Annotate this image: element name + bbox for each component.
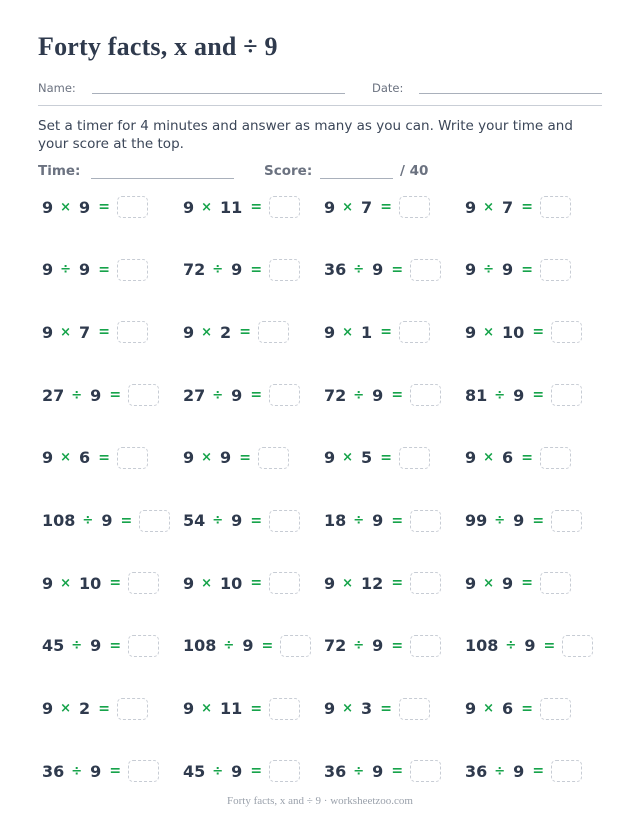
problem	[465, 633, 593, 659]
operand-b: 9	[502, 573, 514, 593]
multiply-sign: ×	[201, 324, 213, 340]
instructions-text: Set a timer for 4 minutes and answer as many as you can. Write your time and your score at the top.	[38, 118, 573, 152]
operand-a: 108	[42, 511, 76, 530]
problem	[42, 633, 159, 659]
operand-a: 99	[465, 511, 488, 530]
equals-sign: =	[120, 512, 133, 529]
operand-a: 27	[42, 385, 65, 405]
problem	[465, 758, 582, 784]
equals-sign: =	[521, 199, 533, 215]
operand-a: 9	[183, 322, 195, 342]
score-label: Score:	[264, 163, 313, 179]
operand-a: 9	[465, 448, 477, 468]
answer-box[interactable]	[410, 510, 441, 532]
divide-sign: ÷	[223, 638, 235, 654]
answer-box[interactable]	[269, 510, 300, 532]
answer-box[interactable]	[540, 698, 571, 720]
multiply-sign: ×	[201, 575, 213, 591]
equals-sign: =	[532, 763, 545, 780]
answer-box[interactable]	[258, 447, 289, 469]
operand-b: 1	[361, 322, 373, 342]
operand-b: 9	[79, 197, 91, 217]
operand-b: 9	[513, 385, 525, 405]
answer-box[interactable]	[128, 384, 159, 406]
operand-a: 9	[324, 322, 336, 342]
equals-sign: =	[521, 449, 533, 466]
answer-box[interactable]	[551, 321, 582, 343]
problem	[324, 633, 441, 659]
problem	[183, 633, 311, 659]
equals-sign: =	[250, 512, 263, 529]
operand-b: 11	[220, 699, 243, 719]
divide-sign: ÷	[212, 513, 224, 528]
divide-sign: ÷	[483, 262, 495, 278]
divide-sign: ÷	[494, 763, 506, 779]
answer-box[interactable]	[269, 259, 300, 281]
multiply-sign: ×	[483, 450, 495, 466]
operand-a: 36	[324, 260, 347, 280]
answer-box[interactable]	[269, 196, 300, 218]
divide-sign: ÷	[353, 513, 365, 528]
problem	[324, 696, 430, 722]
equals-sign: =	[250, 700, 263, 717]
multiply-sign: ×	[60, 575, 72, 591]
operand-b: 7	[361, 197, 373, 217]
operand-a: 9	[42, 573, 54, 593]
operand-a: 72	[183, 260, 206, 280]
divide-sign: ÷	[71, 638, 83, 654]
answer-box[interactable]	[410, 635, 441, 657]
equals-sign: =	[521, 575, 533, 592]
footer-text: Forty facts, x and ÷ 9 · worksheetzoo.com	[227, 795, 413, 807]
operand-a: 9	[324, 573, 336, 593]
multiply-sign: ×	[342, 450, 354, 466]
operand-b: 12	[361, 573, 384, 593]
equals-sign: =	[391, 261, 404, 278]
operand-b: 9	[513, 511, 525, 530]
operand-a: 81	[465, 385, 488, 405]
operand-b: 7	[79, 322, 91, 342]
answer-box[interactable]	[551, 760, 582, 782]
multiply-sign: ×	[60, 199, 72, 215]
operand-a: 9	[324, 699, 336, 719]
problem	[183, 445, 289, 471]
equals-sign: =	[521, 700, 533, 717]
answer-box[interactable]	[128, 635, 159, 657]
operand-a: 9	[183, 448, 195, 468]
operand-a: 36	[465, 761, 488, 781]
problem	[183, 382, 300, 408]
operand-b: 9	[372, 761, 384, 781]
divide-sign: ÷	[212, 262, 224, 278]
problem	[42, 319, 148, 345]
multiply-sign: ×	[60, 324, 72, 340]
problem	[324, 257, 441, 283]
problem	[183, 758, 300, 784]
operand-a: 108	[183, 636, 217, 656]
date-label: Date:	[372, 81, 404, 95]
multiply-sign: ×	[342, 199, 354, 215]
operand-a: 9	[465, 573, 477, 593]
answer-box[interactable]	[128, 760, 159, 782]
operand-a: 9	[465, 260, 477, 280]
operand-b: 6	[79, 448, 91, 468]
equals-sign: =	[543, 637, 556, 654]
equals-sign: =	[109, 763, 122, 780]
problem	[183, 257, 300, 283]
operand-b: 9	[242, 636, 254, 656]
answer-box[interactable]	[562, 635, 593, 657]
equals-sign: =	[109, 575, 122, 592]
equals-sign: =	[239, 324, 251, 341]
equals-sign: =	[391, 763, 404, 780]
operand-b: 9	[79, 260, 91, 280]
problem	[183, 319, 289, 345]
problem	[183, 696, 300, 722]
divide-sign: ÷	[60, 262, 72, 278]
problem	[42, 257, 148, 283]
multiply-sign: ×	[483, 199, 495, 215]
divide-sign: ÷	[71, 763, 83, 779]
equals-sign: =	[250, 387, 263, 404]
problem	[324, 194, 430, 220]
operand-a: 9	[465, 197, 477, 217]
operand-b: 6	[502, 448, 514, 468]
problem	[324, 758, 441, 784]
operand-a: 9	[42, 197, 54, 217]
multiply-sign: ×	[60, 701, 72, 717]
equals-sign: =	[391, 387, 404, 404]
problem	[42, 194, 148, 220]
multiply-sign: ×	[483, 575, 495, 591]
answer-box[interactable]	[551, 510, 582, 532]
divide-sign: ÷	[353, 638, 365, 654]
operand-b: 9	[524, 636, 536, 656]
multiply-sign: ×	[342, 575, 354, 591]
operand-b: 9	[90, 385, 102, 405]
operand-a: 9	[183, 197, 195, 217]
divide-sign: ÷	[353, 763, 365, 779]
operand-a: 72	[324, 385, 347, 405]
equals-sign: =	[98, 261, 110, 278]
divide-sign: ÷	[353, 262, 365, 278]
problem	[42, 382, 159, 408]
operand-a: 9	[183, 699, 195, 719]
answer-box[interactable]	[139, 510, 170, 532]
answer-box[interactable]	[117, 259, 148, 281]
equals-sign: =	[532, 324, 545, 341]
answer-box[interactable]	[410, 572, 441, 594]
problem	[183, 194, 300, 220]
operand-b: 5	[361, 448, 373, 468]
equals-sign: =	[98, 700, 110, 717]
operand-b: 9	[231, 385, 243, 405]
multiply-sign: ×	[342, 324, 354, 340]
equals-sign: =	[250, 199, 263, 215]
divide-sign: ÷	[212, 763, 224, 779]
divide-sign: ÷	[494, 513, 506, 528]
divide-sign: ÷	[82, 513, 94, 528]
operand-a: 9	[324, 448, 336, 468]
problem	[465, 445, 571, 471]
answer-box[interactable]	[117, 447, 148, 469]
problem	[465, 319, 582, 345]
operand-b: 2	[79, 699, 91, 719]
score-total: / 40	[400, 163, 429, 179]
answer-box[interactable]	[399, 447, 430, 469]
answer-box[interactable]	[540, 259, 571, 281]
answer-box[interactable]	[551, 384, 582, 406]
problem	[465, 194, 571, 220]
equals-sign: =	[391, 512, 404, 529]
answer-box[interactable]	[410, 384, 441, 406]
multiply-sign: ×	[201, 199, 213, 215]
answer-box[interactable]	[269, 760, 300, 782]
time-label: Time:	[38, 163, 81, 179]
answer-box[interactable]	[399, 698, 430, 720]
problem	[324, 508, 441, 534]
answer-box[interactable]	[269, 572, 300, 594]
answer-box[interactable]	[540, 572, 571, 594]
answer-box[interactable]	[540, 447, 571, 469]
operand-a: 9	[42, 448, 54, 468]
problem	[42, 508, 170, 534]
operand-b: 10	[220, 573, 243, 593]
equals-sign: =	[391, 575, 404, 592]
equals-sign: =	[532, 512, 545, 529]
problem	[42, 445, 148, 471]
operand-b: 9	[372, 260, 384, 280]
operand-a: 45	[183, 761, 206, 781]
multiply-sign: ×	[342, 701, 354, 717]
operand-b: 10	[79, 573, 102, 593]
operand-b: 9	[372, 385, 384, 405]
answer-box[interactable]	[258, 321, 289, 343]
answer-box[interactable]	[410, 760, 441, 782]
operand-a: 36	[42, 761, 65, 781]
operand-a: 9	[183, 573, 195, 593]
equals-sign: =	[109, 387, 122, 404]
answer-box[interactable]	[280, 635, 311, 657]
operand-a: 9	[465, 322, 477, 342]
operand-a: 9	[42, 260, 54, 280]
equals-sign: =	[261, 637, 274, 654]
multiply-sign: ×	[483, 701, 495, 717]
name-label: Name:	[38, 81, 76, 95]
operand-a: 45	[42, 636, 65, 656]
operand-a: 9	[42, 322, 54, 342]
equals-sign: =	[532, 387, 545, 404]
equals-sign: =	[380, 449, 392, 466]
equals-sign: =	[380, 700, 392, 717]
problem	[465, 570, 571, 596]
operand-b: 9	[231, 511, 243, 530]
operand-b: 9	[220, 448, 232, 468]
answer-box[interactable]	[117, 196, 148, 218]
multiply-sign: ×	[201, 701, 213, 717]
operand-b: 9	[502, 260, 514, 280]
operand-b: 6	[502, 699, 514, 719]
operand-a: 54	[183, 511, 206, 530]
divide-sign: ÷	[71, 387, 83, 403]
problem	[465, 257, 571, 283]
operand-b: 11	[220, 197, 243, 217]
operand-a: 9	[465, 699, 477, 719]
operand-a: 9	[42, 699, 54, 719]
equals-sign: =	[250, 575, 263, 592]
divide-sign: ÷	[353, 387, 365, 403]
operand-b: 9	[231, 761, 243, 781]
operand-b: 7	[502, 197, 514, 217]
problem	[183, 508, 300, 534]
problem	[42, 758, 159, 784]
answer-box[interactable]	[269, 384, 300, 406]
answer-box[interactable]	[540, 196, 571, 218]
operand-a: 108	[465, 636, 499, 656]
problem	[324, 445, 430, 471]
operand-b: 9	[231, 260, 243, 280]
equals-sign: =	[380, 199, 392, 215]
answer-box[interactable]	[410, 259, 441, 281]
equals-sign: =	[380, 324, 392, 341]
problem	[465, 382, 582, 408]
answer-box[interactable]	[117, 698, 148, 720]
operand-b: 10	[502, 322, 525, 342]
divide-sign: ÷	[212, 387, 224, 403]
problem	[324, 382, 441, 408]
equals-sign: =	[391, 637, 404, 654]
multiply-sign: ×	[483, 324, 495, 340]
problem	[324, 570, 441, 596]
operand-a: 72	[324, 636, 347, 656]
operand-b: 9	[101, 511, 113, 530]
multiply-sign: ×	[60, 450, 72, 466]
equals-sign: =	[98, 324, 110, 341]
equals-sign: =	[239, 449, 251, 466]
answer-box[interactable]	[269, 698, 300, 720]
problem	[42, 696, 148, 722]
operand-b: 9	[90, 761, 102, 781]
answer-box[interactable]	[128, 572, 159, 594]
problem	[465, 696, 571, 722]
operand-b: 3	[361, 699, 373, 719]
problem	[465, 508, 582, 534]
equals-sign: =	[98, 199, 110, 215]
operand-a: 18	[324, 511, 347, 530]
worksheet-title: Forty facts, x and ÷ 9	[38, 32, 278, 61]
operand-b: 9	[372, 636, 384, 656]
operand-b: 2	[220, 322, 232, 342]
operand-a: 36	[324, 761, 347, 781]
operand-b: 9	[372, 511, 384, 530]
problem	[42, 570, 159, 596]
divide-sign: ÷	[494, 387, 506, 403]
answer-box[interactable]	[117, 321, 148, 343]
problem	[324, 319, 430, 345]
multiply-sign: ×	[201, 450, 213, 466]
problem	[183, 570, 300, 596]
divide-sign: ÷	[505, 638, 517, 654]
operand-b: 9	[90, 636, 102, 656]
equals-sign: =	[250, 763, 263, 780]
equals-sign: =	[98, 449, 110, 466]
equals-sign: =	[250, 261, 263, 278]
equals-sign: =	[109, 637, 122, 654]
equals-sign: =	[521, 261, 533, 278]
operand-a: 27	[183, 385, 206, 405]
answer-box[interactable]	[399, 196, 430, 218]
answer-box[interactable]	[399, 321, 430, 343]
operand-a: 9	[324, 197, 336, 217]
operand-b: 9	[513, 761, 525, 781]
